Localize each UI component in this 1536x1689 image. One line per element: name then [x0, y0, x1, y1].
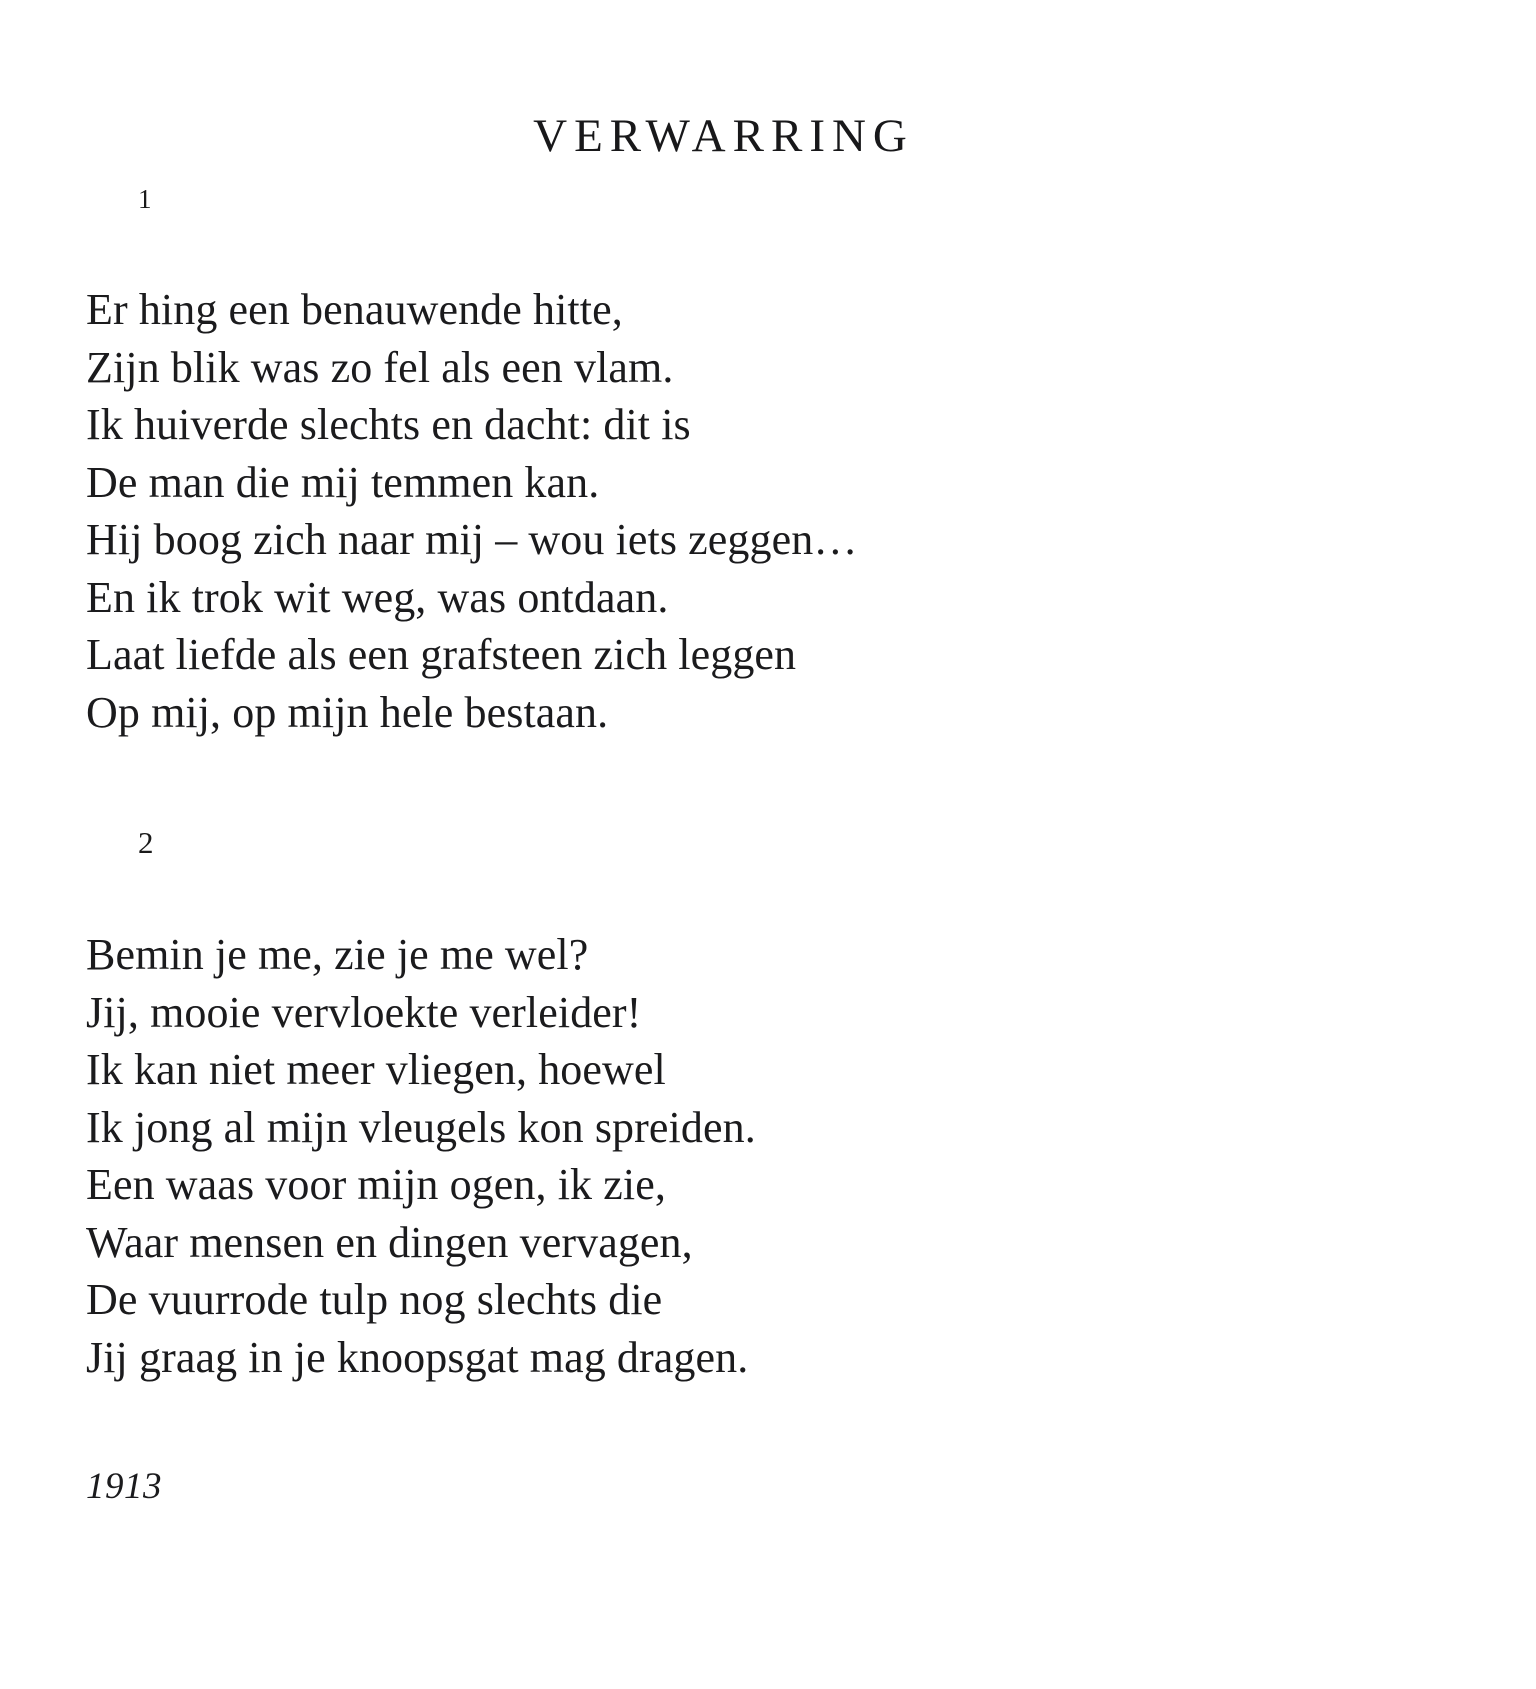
poem-section-1	[86, 186, 1386, 741]
verse-line: Zijn blik was zo fel als een vlam.	[86, 342, 674, 392]
verse-line: Ik jong al mijn vleugels kon spreiden.	[86, 1102, 756, 1152]
poem-body	[86, 186, 1386, 1505]
verse-line: Een waas voor mijn ogen, ik zie,	[86, 1160, 666, 1209]
section-number-2: 2	[138, 825, 154, 860]
page-title: VERWARRING	[533, 110, 914, 163]
verse-line: Er hing een benauwende hitte,	[86, 285, 623, 334]
verse-line: De man die mij temmen kan.	[86, 457, 600, 507]
verse-line: Jij, mooie vervloekte verleider!	[86, 987, 642, 1037]
section-number-1: 1	[138, 184, 153, 214]
spacer	[86, 1386, 1386, 1468]
verse-line: Ik huiverde slechts en dacht: dit is	[86, 400, 691, 449]
verse-line: Laat liefde als een grafsteen zich leggen	[86, 630, 797, 679]
verse-line: Bemin je me, zie je me wel?	[86, 930, 589, 979]
verse-line: De vuurrode tulp nog slechts die	[86, 1275, 663, 1324]
poem-section-2	[86, 827, 1386, 1386]
spacer	[86, 213, 1386, 281]
verse-line: En ik trok wit weg, was ontdaan.	[86, 572, 669, 622]
verse-line: Op mij, op mijn hele bestaan.	[86, 687, 609, 737]
verse-line: Waar mensen en dingen vervagen,	[86, 1217, 693, 1267]
spacer	[86, 741, 1386, 827]
verse-line: Ik kan niet meer vliegen, hoewel	[86, 1045, 666, 1094]
stanza-1	[86, 281, 1386, 741]
verse-line: Hij boog zich naar mij – wou iets zeggen…	[86, 515, 858, 564]
poem-date: 1913	[86, 1466, 162, 1507]
stanza-2	[86, 926, 1386, 1386]
verse-line: Jij graag in je knoopsgat mag dragen.	[86, 1332, 749, 1382]
spacer	[86, 858, 1386, 926]
